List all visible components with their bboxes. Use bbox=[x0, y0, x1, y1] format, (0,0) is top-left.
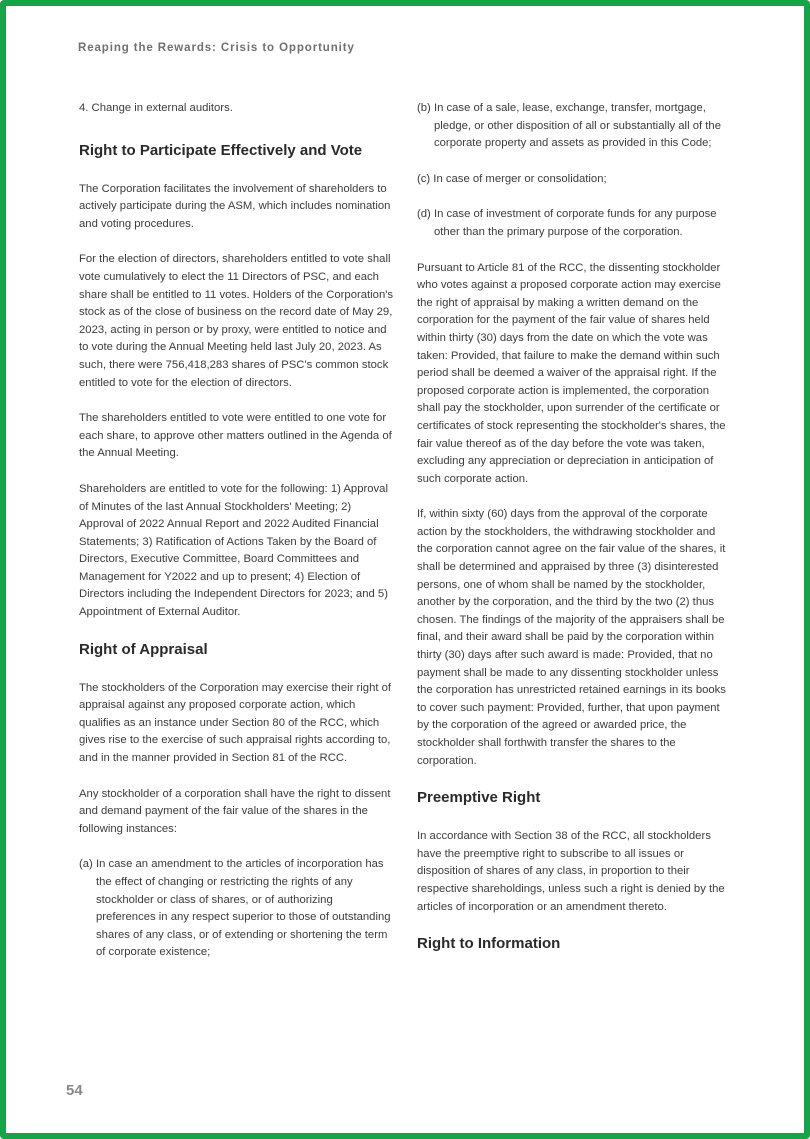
running-header-title: Reaping the Rewards: Crisis to Opportunity bbox=[78, 42, 355, 54]
paragraph-vote-4: Shareholders are entitled to vote for the following: 1) Approval of Minutes of the last Annual Stockholders' Meeting; 2) Approval of 2022 Annual Report and 2022 Audited Financial Statements; 3) Ratification of Actions Taken by the Board of Directors, Executive Committee, Board Committees and Management for Y2022 and up to present; 4) Election of Directors including the Independent Directors for 2023; and 5) Appointment of External Auditor. bbox=[79, 482, 388, 619]
list-item-b: (b) In case of a sale, lease, exchange, transfer, mortgage, pledge, or other disposition of all or substantially all of the corporate property and assets as provided in this Code; bbox=[417, 102, 721, 150]
paragraph-appraisal-1: The stockholders of the Corporation may exercise their right of appraisal against any proposed corporate action, which qualifies as an instance under Section 80 of the RCC, which gives rise to the exercise of such appraisal rights according to, and in the manner provided in Section 81 of the RCC. bbox=[79, 681, 392, 765]
heading-right-of-appraisal: Right of Appraisal bbox=[79, 640, 208, 658]
paragraph-preemptive: In accordance with Section 38 of the RCC, all stockholders have the preemptive right to subscribe to all issues or disposition of shares of any class, in proportion to their respective shareholdings, unless such a right is denied by the articles of incorporation or an amendment thereto. bbox=[417, 830, 725, 913]
list-item-d: (d) In case of investment of corporate funds for any purpose other than the primary purpose of the corporation. bbox=[417, 208, 717, 238]
paragraph-article-81: Pursuant to Article 81 of the RCC, the dissenting stockholder who votes against a proposed corporate action may exercise the right of appraisal by making a written demand on the corporation for the payment of the fair value of shares held within thirty (30) days from the date on which the vote was taken: Provided, that failure to make the demand within such period shall be deemed a waiver of the appraisal right. If the proposed corporate action is implemented, the corporation shall pay the stockholder, upon surrender of the certificate or certificates of stock representing the stockholder's shares, the fair value thereof as of the day before the vote was taken, excluding any appreciation or depreciation in anticipation of such corporate action. bbox=[417, 261, 726, 485]
right-column bbox=[417, 100, 733, 954]
list-item-a: (a) In case an amendment to the articles of incorporation has the effect of changing or restricting the rights of any stockholder or class of shares, or of authorizing preferences in any respect superior to those of outstanding shares of any class, or of extending or shortening the term of corporate existence; bbox=[79, 858, 391, 959]
heading-participate-vote: Right to Participate Effectively and Vote bbox=[79, 141, 363, 159]
list-item-c: (c) In case of merger or consolidation; bbox=[417, 172, 607, 185]
paragraph-vote-3: The shareholders entitled to vote were entitled to one vote for each share, to approve other matters outlined in the Agenda of the Annual Meeting. bbox=[79, 412, 392, 460]
left-column bbox=[79, 100, 395, 962]
paragraph-vote-2: For the election of directors, shareholders entitled to vote shall vote cumulatively to elect the 11 Directors of PSC, and each share shall be entitled to 11 votes. Holders of the Corporation's stock as of the close of business on the record date of May 29, 2023, acting in person or by proxy, were entitled to notice and to vote during the Annual Meeting held last July 20, 2023. As such, there were 756,418,283 shares of PSC's common stock entitled to vote for the election of directors. bbox=[79, 253, 394, 389]
page-number: 54 bbox=[66, 1082, 83, 1099]
heading-right-to-information: Right to Information bbox=[417, 935, 561, 953]
paragraph-sixty-days: If, within sixty (60) days from the approval of the corporate action by the stockholders, the withdrawing stockholder and the corporation cannot agree on the fair value of the shares, it shall be determined and appraised by three (3) disinterested persons, one of whom shall be named by the stockholder, another by the corporation, and the third by the two (2) thus chosen. The findings of the majority of the appraisers shall be final, and their award shall be paid by the corporation within thirty (30) days after such award is made: Provided, that no payment shall be made to any dissenting stockholder unless the corporation has unrestricted retained earnings in its books to cover such payment: Provided, further, that upon payment by the corporation of the agreed or awarded price, the stockholder shall forthwith transfer the shares to the corporation. bbox=[417, 508, 726, 767]
paragraph-vote-1: The Corporation facilitates the involvement of shareholders to actively participate during the ASM, which includes nomination and voting procedures. bbox=[79, 182, 391, 230]
heading-preemptive-right: Preemptive Right bbox=[417, 789, 541, 807]
paragraph-appraisal-2: Any stockholder of a corporation shall have the right to dissent and demand payment of the fair value of the shares in the following instances: bbox=[79, 787, 391, 835]
list-item-4: 4. Change in external auditors. bbox=[79, 102, 233, 114]
